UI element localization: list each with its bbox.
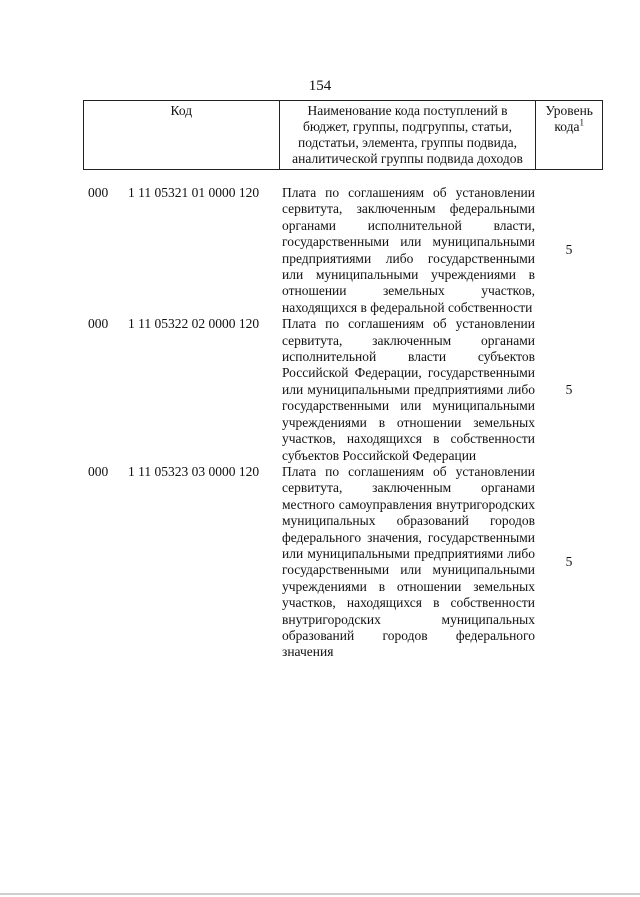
page-number: 154 xyxy=(308,78,332,94)
code-level-value: 5 xyxy=(565,242,573,258)
revenue-code: 1 11 05323 03 0000 120 xyxy=(128,463,260,479)
revenue-name: Плата по соглашениям об установлении сервитута, заключенным органами местного самоуправления внутригородских муниципальных образований городов федерального значения, государственными или муниципальными предприятиями либо государственными или муниципальными учреждениями в отношении земельных участков, находящихся в собственности внутригородских муниципальных образований городов федерального значения xyxy=(282,463,535,660)
code-level xyxy=(535,316,603,464)
revenue-name: Плата по соглашениям об установлении сервитута, заключенным органами исполнительной власти субъектов Российской Федерации, государственными или муниципальными предприятиями либо государственными или муниципальными учреждениями в отношении земельных участков, находящихся в собственности субъектов Российской Федерации xyxy=(282,316,535,463)
table-body xyxy=(88,185,603,661)
admin-code: 000 xyxy=(88,185,109,200)
code-level-value: 5 xyxy=(565,381,573,397)
table-row xyxy=(88,316,603,464)
scan-edge-line xyxy=(0,893,640,895)
revenue-code: 1 11 05322 02 0000 120 xyxy=(128,316,260,332)
code-level xyxy=(535,464,603,661)
header-level-footnote: 1 xyxy=(579,117,584,128)
table-row xyxy=(88,464,603,661)
table-row xyxy=(88,185,603,316)
table-header xyxy=(83,100,603,170)
header-name: Наименование кода поступлений в бюджет, группы, подгруппы, статьи, подстатьи, элемента, группы подвида, аналитической группы подвида доходов xyxy=(279,101,536,170)
admin-code: 000 xyxy=(88,316,109,332)
header-code: Код xyxy=(84,101,280,170)
header-level xyxy=(536,101,603,170)
admin-code: 000 xyxy=(88,463,109,479)
revenue-code: 1 11 05321 01 0000 120 xyxy=(128,185,260,200)
revenue-name: Плата по соглашениям об установлении сервитута, заключенным федеральными органами исполнительной власти, государственными или муниципальными предприятиями либо государственными или муниципальными учреждениями в отношении земельных участков, находящихся в федеральной собственности xyxy=(282,185,535,315)
code-level-value: 5 xyxy=(565,554,573,570)
code-level xyxy=(535,185,603,316)
header-level-text: Уровень кода xyxy=(545,103,593,134)
